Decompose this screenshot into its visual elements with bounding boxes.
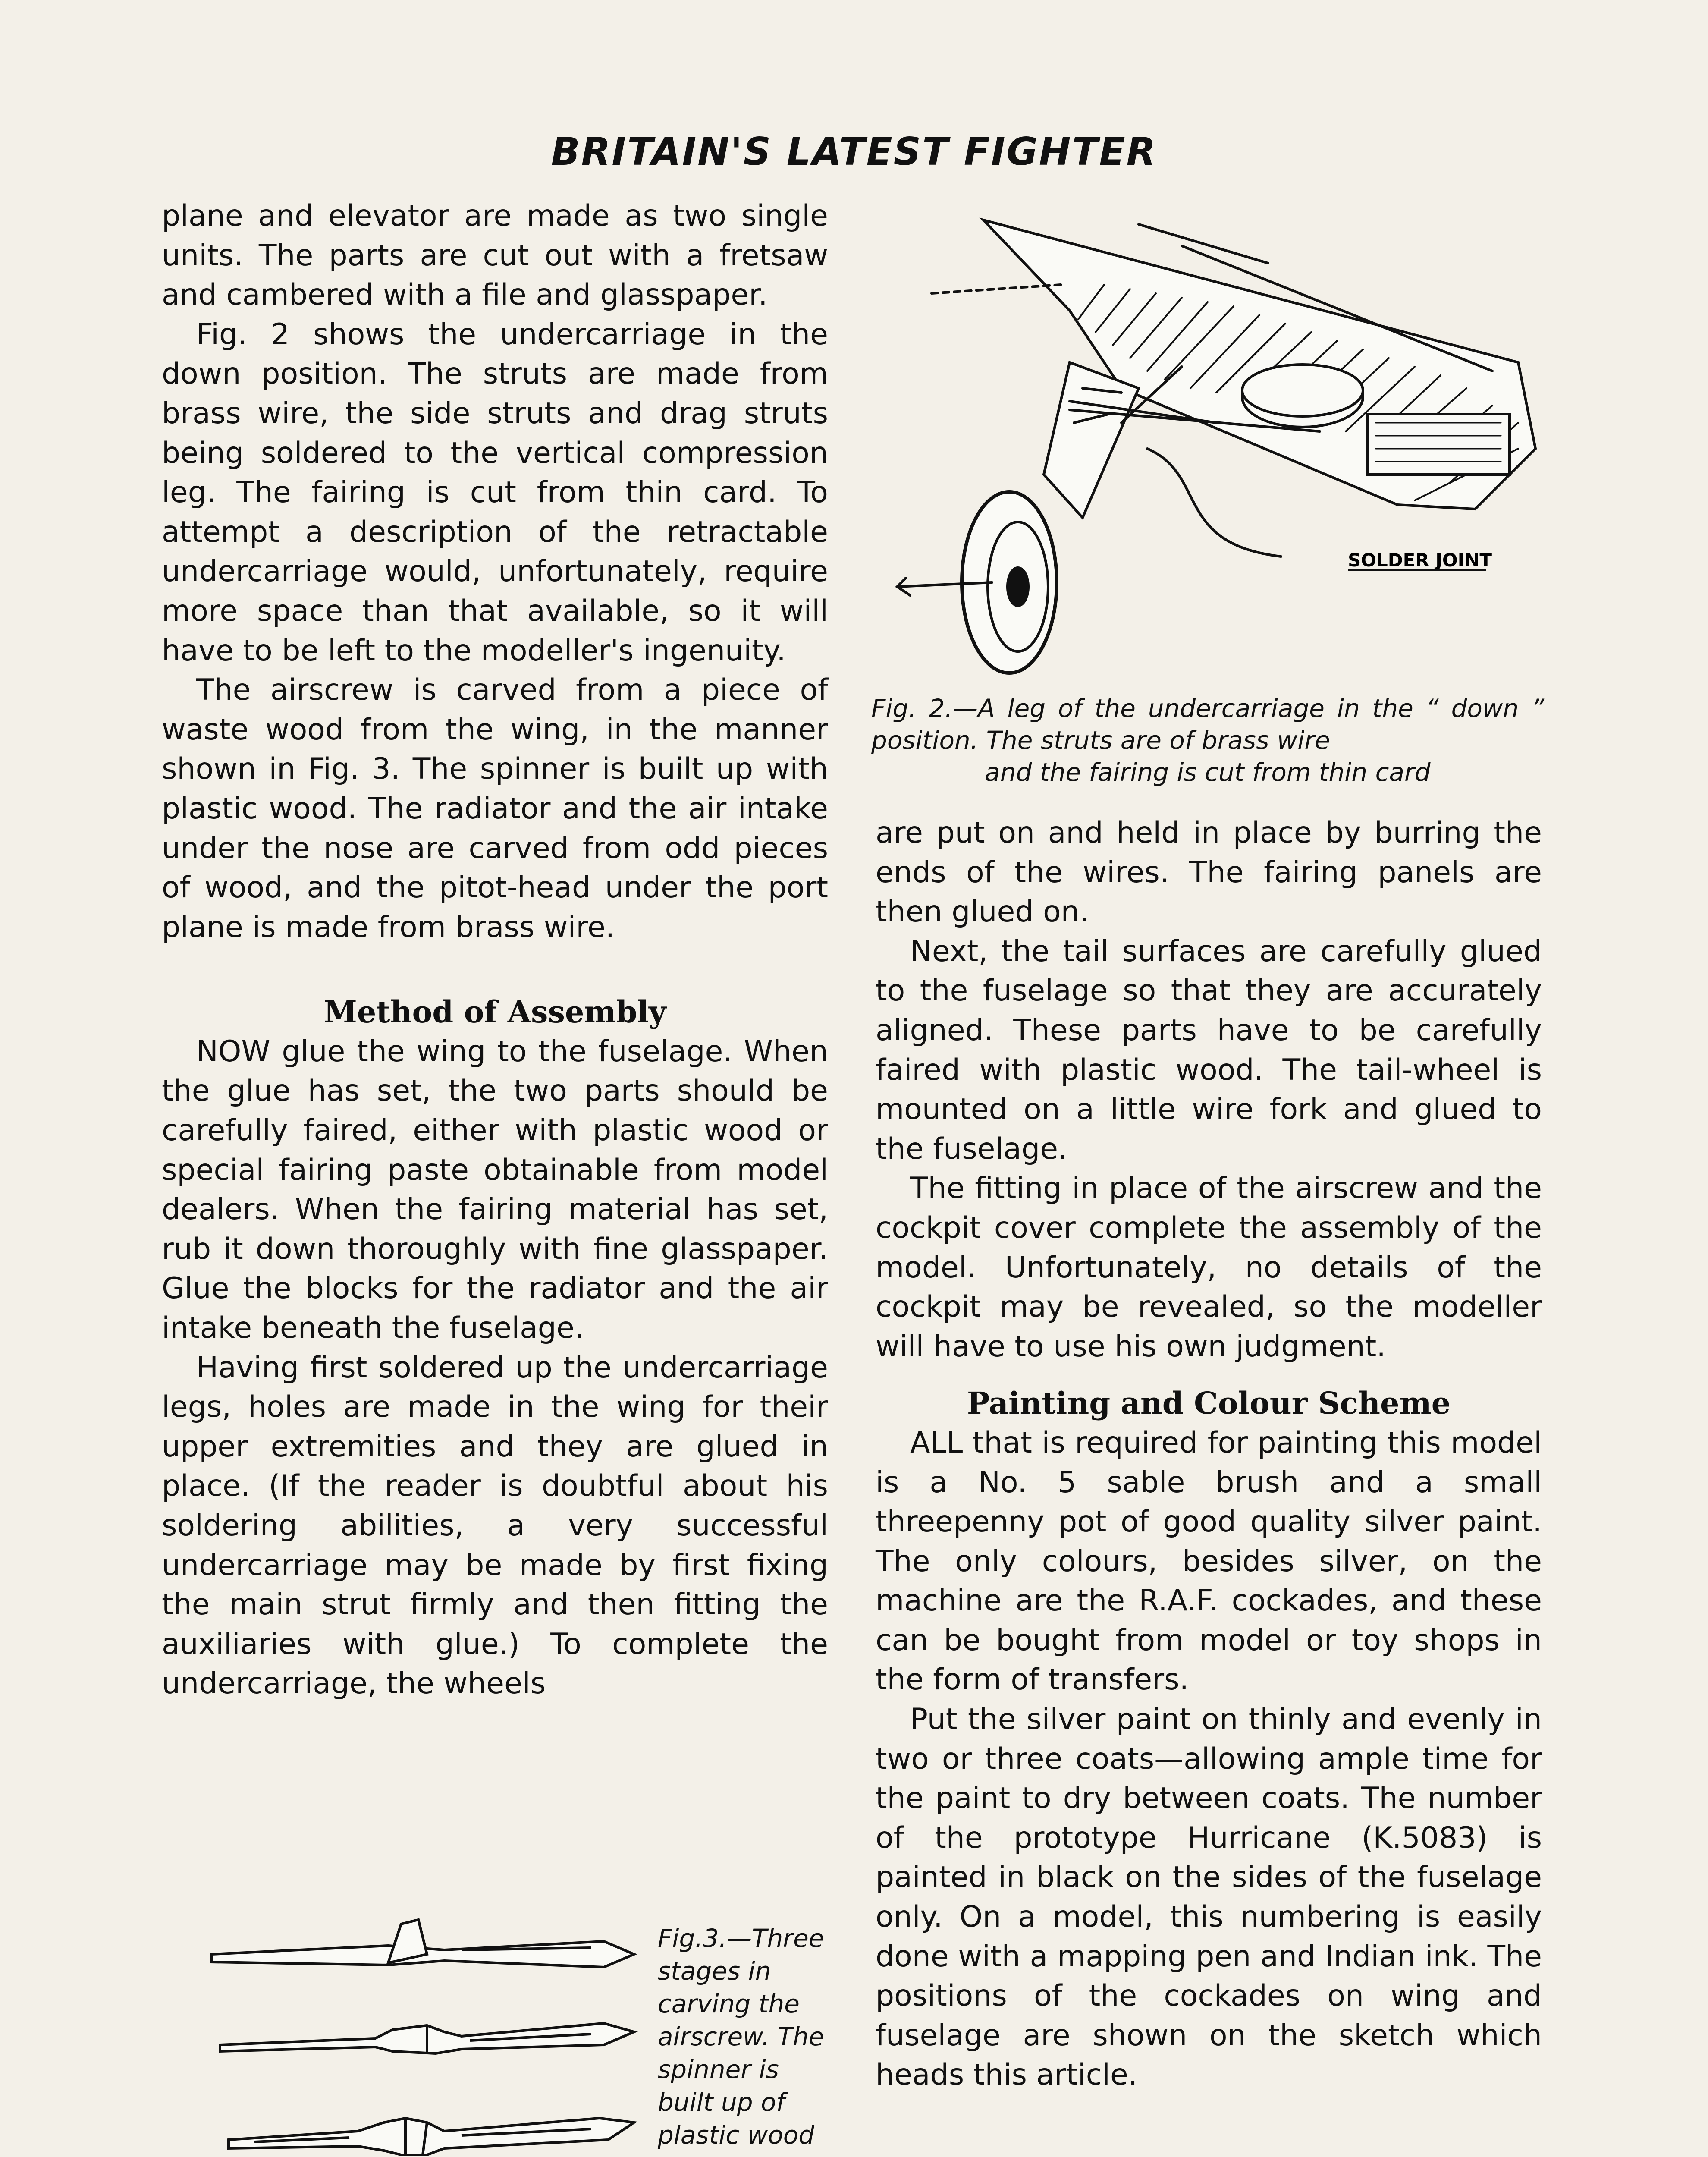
left-paragraph-2: Fig. 2 shows the undercarriage in the down position. The struts are made from brass wire, the side struts and drag struts being soldered to the vertical compression leg. The fairing is cut from thin card. To attempt a description of the retractable undercarriage would, unfortunately, require more space than that available, so it will have to be left to the modeller's ingenuity. (162, 317, 828, 668)
fig2-caption-last-line: and the fairing is cut from thin card (985, 758, 1431, 787)
right-paragraph-3: The fitting in place of the airscrew and the cockpit cover complete the assembly of the model. Unfortunately, no details of the cockpit may be revealed, so the modeller will have to use his own judgment. (876, 1171, 1542, 1364)
section-heading-painting: Painting and Colour Scheme (967, 1385, 1451, 1421)
fig2-solder-joint-label: SOLDER JOINT (1348, 550, 1492, 571)
left-paragraph-5: Having first soldered up the undercarriage legs, holes are made in the wing for their upper extremities and they are glued in place. (If the reader is doubtful about his soldering abilities, a very successful undercarriage may be made by first fixing the main strut firmly and then fitting the auxiliaries with glue.) To complete the undercarriage, the wheels (162, 1350, 828, 1701)
right-paragraph-5: Put the silver paint on thinly and evenly in two or three coats—allowing ample time for the paint to dry between coats. The number of the prototype Hurricane (K.5083) is painted in black on the sides of the fuselage only. On a model, this numbering is easily done with a mapping pen and Indian ink. The positions of the cockades on wing and fuselage are shown on the sketch which heads this article. (876, 1702, 1542, 2092)
left-paragraph-4: NOW glue the wing to the fuselage. When the glue has set, the two parts should be carefully faired, either with plastic wood or special fairing paste obtainable from model dealers. When the fairing material has set, rub it down thoroughly with fine glasspaper. Glue the blocks for the radiator and the air intake beneath the fuselage. (162, 1034, 828, 1346)
fig2-caption-main: Fig. 2.—A leg of the undercarriage in the “ down ” position. The struts are of brass wire (871, 694, 1544, 755)
section-heading-assembly: Method of Assembly (323, 994, 666, 1030)
left-column (162, 196, 828, 1704)
right-paragraph-1: are put on and held in place by burring the ends of the wires. The fairing panels are then glued on. (876, 816, 1542, 929)
right-paragraph-2: Next, the tail surfaces are carefully glued to the fuselage so that they are accurately aligned. These parts have to be carefully faired with plastic wood. The tail-wheel is mounted on a little wire fork and glued to the fuselage. (876, 934, 1542, 1166)
left-paragraph-1: plane and elevator are made as two single units. The parts are cut out with a fretsaw and cambered with a file and glasspaper. (162, 199, 828, 312)
fig3-airscrew-illustration (203, 1915, 643, 2157)
right-paragraph-4: ALL that is required for painting this model is a No. 5 sable brush and a small threepenny pot of good quality silver paint. The only colours, besides silver, on the machine are the R.A.F. cockades, and these can be bought from model or toy shops in the form of transfers. (876, 1425, 1542, 1697)
fig2-caption (871, 692, 1544, 788)
page-header-title: BRITAIN'S LATEST FIGHTER (551, 129, 1157, 174)
fig2-undercarriage-illustration (880, 207, 1544, 686)
left-paragraph-3: The airscrew is carved from a piece of waste wood from the wing, in the manner shown in Fig. 3. The spinner is built up with plastic wood. The radiator and the air intake under the nose are carved from odd pieces of wood, and the pitot-head under the port plane is made from brass wire. (162, 673, 828, 944)
fig3-caption: Fig.3.—Three stages in carving the airscrew. The spinner is built up of plastic wood (658, 1924, 824, 2150)
right-column (876, 813, 1542, 2095)
